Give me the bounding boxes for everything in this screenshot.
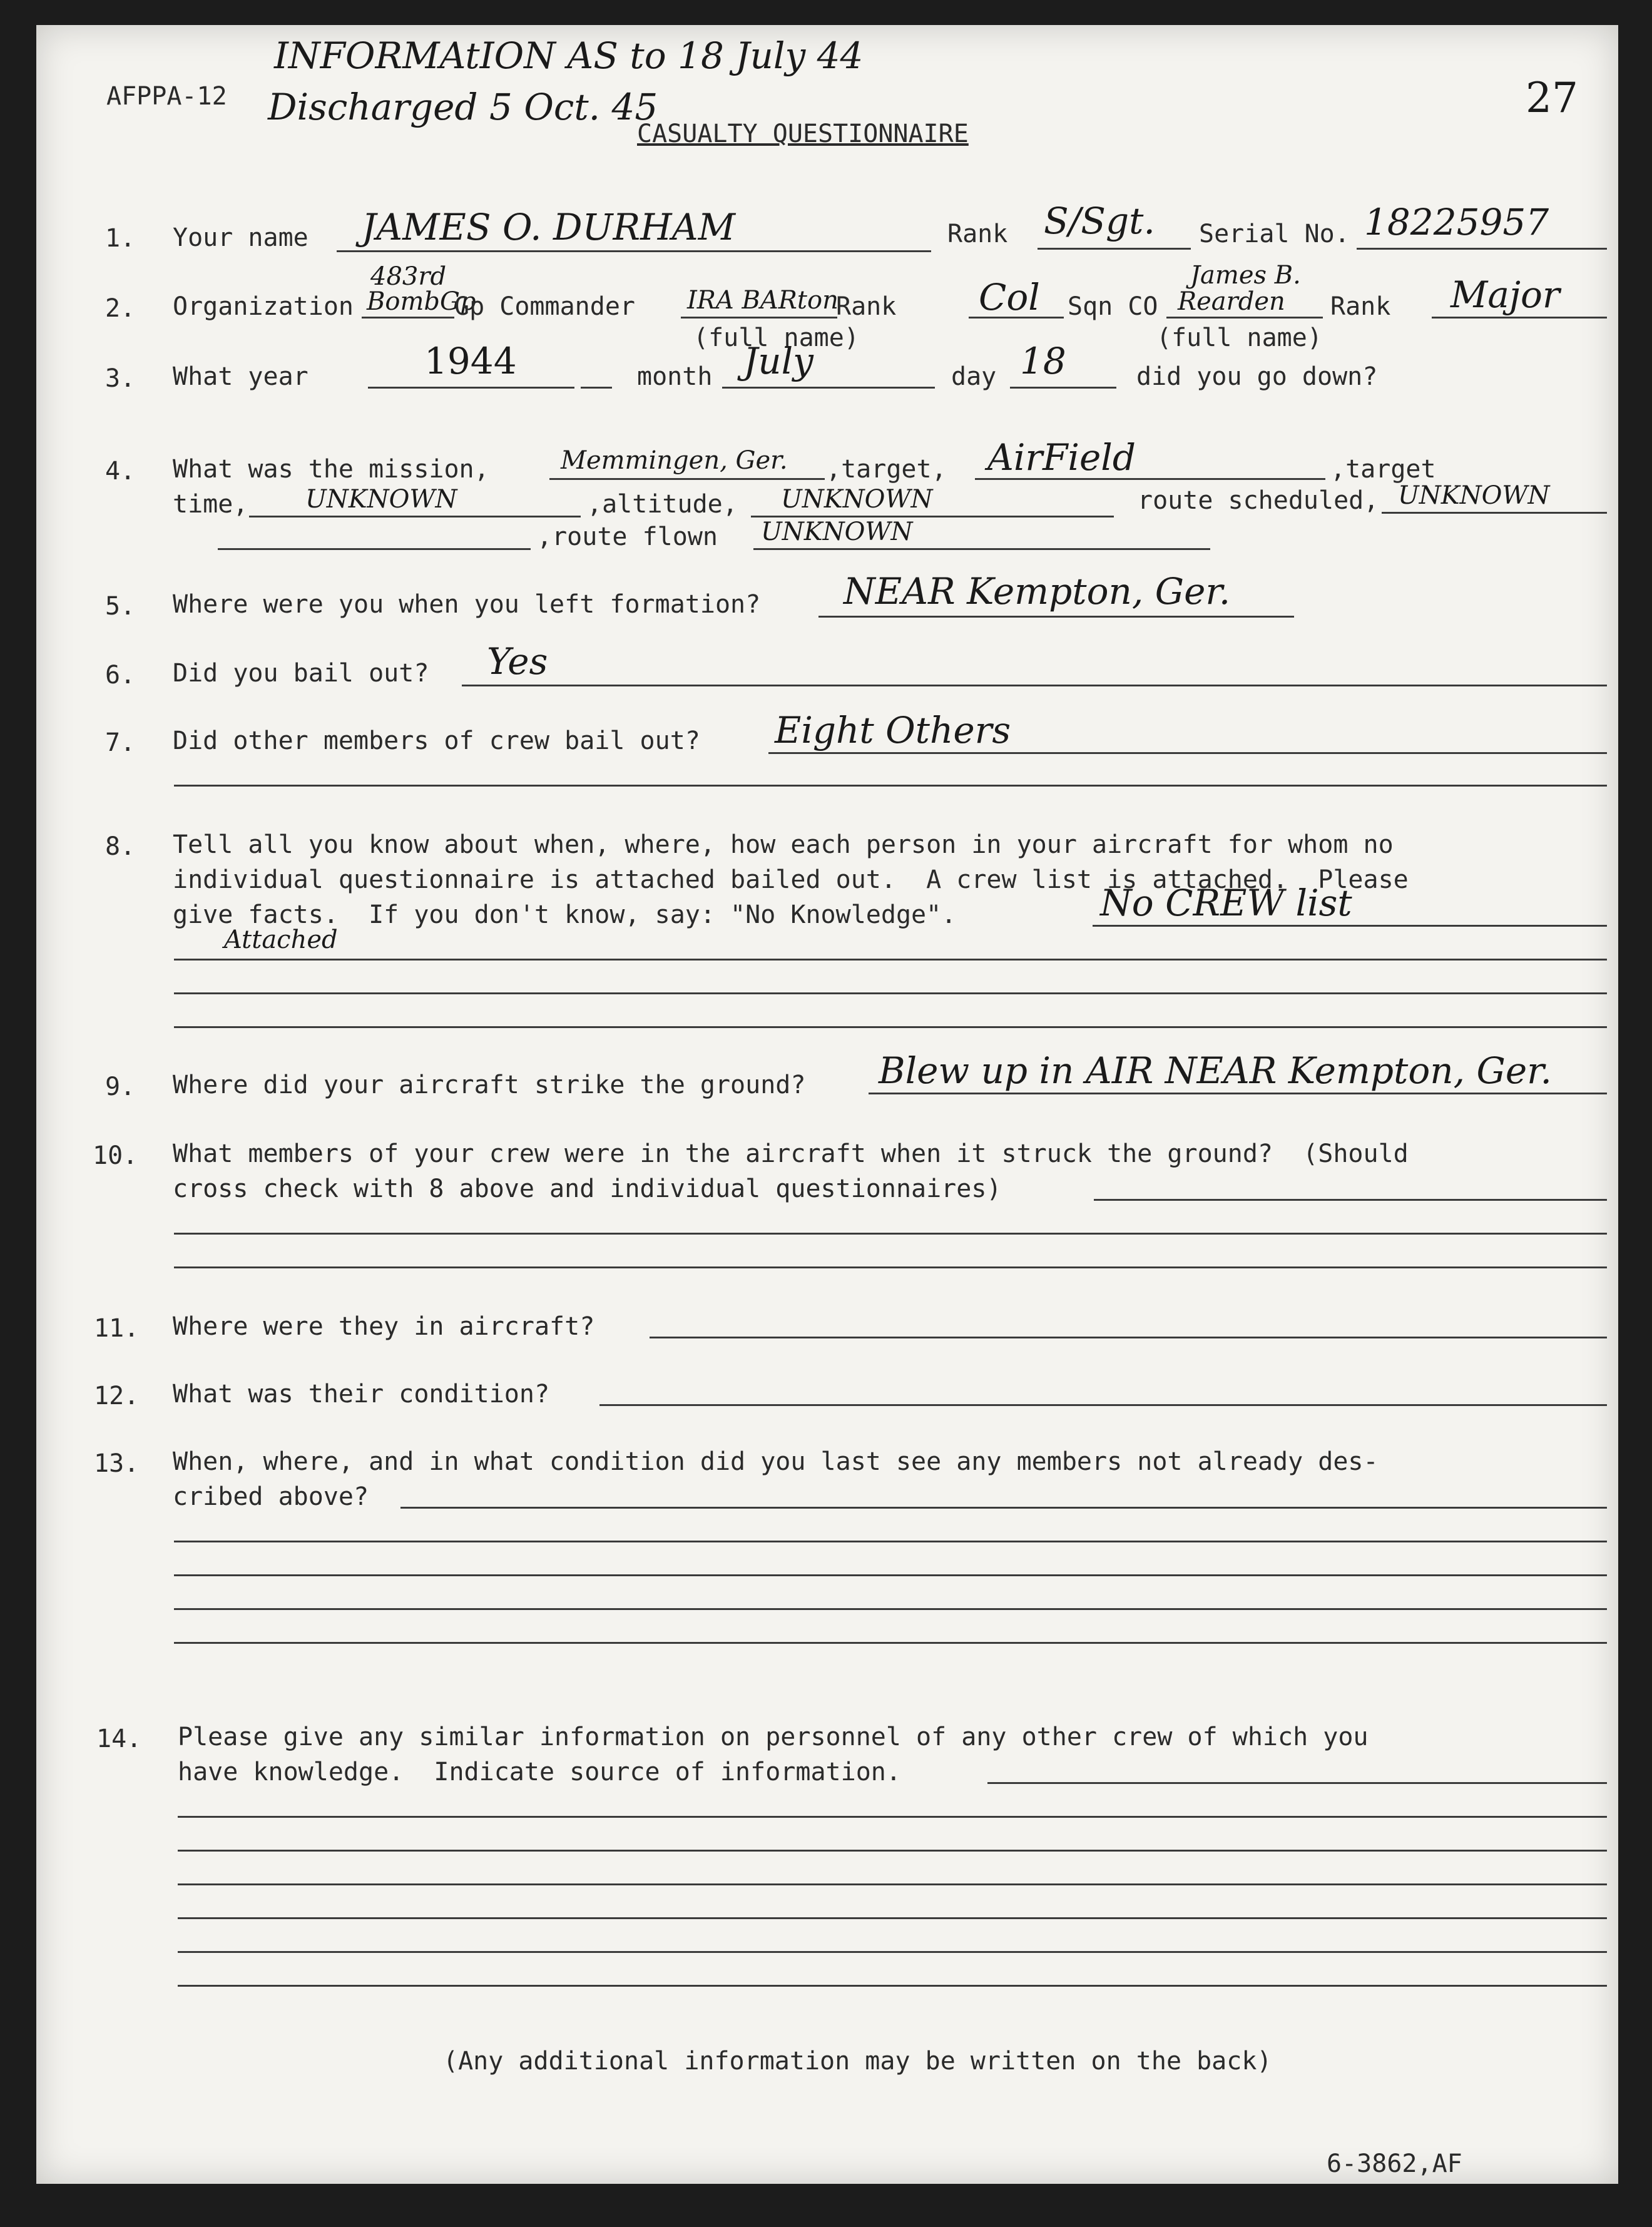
q2-commander-rank-line <box>969 317 1064 319</box>
q4-time-line <box>249 516 581 517</box>
q3-month-label: month <box>637 362 713 391</box>
q13-line-b <box>174 1541 1607 1542</box>
q4-route-scheduled-label: route scheduled, <box>1138 486 1379 515</box>
q10-line-2: cross check with 8 above and individual questionnaires) <box>173 1175 1002 1203</box>
q12-line <box>599 1404 1607 1406</box>
q13-line-d <box>174 1608 1607 1610</box>
q14-line-a <box>987 1782 1607 1784</box>
q14-line-e <box>178 1917 1607 1919</box>
q6-number: 6. <box>105 661 136 690</box>
q4-route-blank-line <box>218 548 531 550</box>
q6-line <box>462 685 1607 686</box>
q2-label: Organization <box>173 292 354 321</box>
q2-sqn-co-answer: Rearden <box>1178 287 1285 316</box>
q1-rank-label: Rank <box>947 220 1008 248</box>
q14-line-1: Please give any similar information on personnel of any other crew of which you <box>178 1723 1369 1751</box>
q13-line-a <box>400 1507 1607 1509</box>
q10-line-1: What members of your crew were in the aircraft when it struck the ground? (Should <box>173 1139 1409 1168</box>
q3-label: What year <box>173 362 308 391</box>
q2-commander-line <box>681 317 837 319</box>
q8-number: 8. <box>105 832 136 861</box>
q1-name-line <box>337 250 931 252</box>
q2-sqn-co-line <box>1166 317 1323 319</box>
q3-number: 3. <box>105 364 136 393</box>
q5-number: 5. <box>105 592 136 621</box>
q14-line-g <box>178 1985 1607 1987</box>
q8-blank-line-3 <box>174 992 1607 994</box>
q4-route-scheduled-answer: UNKNOWN <box>1398 481 1550 510</box>
q3-month-answer: July <box>743 340 813 382</box>
q2-sqn-co-top: James B. <box>1190 261 1301 290</box>
q13-line-c <box>174 1574 1607 1576</box>
q2-number: 2. <box>105 294 136 323</box>
q14-number: 14. <box>96 1725 142 1753</box>
form-title: CASUALTY QUESTIONNAIRE <box>637 120 969 148</box>
q2-full-name-hint-1: (full name) <box>693 324 859 352</box>
q13-number: 13. <box>94 1449 140 1478</box>
q6-label: Did you bail out? <box>173 659 429 688</box>
q4-route-flown-line <box>753 548 1210 550</box>
handwritten-note-discharged: Discharged 5 Oct. 45 <box>268 86 658 128</box>
q2-sqn-rank-line <box>1432 317 1607 319</box>
footer-note: (Any additional information may be written on the back) <box>443 2047 1272 2076</box>
q9-label: Where did your aircraft strike the ground? <box>173 1071 806 1099</box>
q9-line <box>869 1093 1607 1094</box>
q1-name-answer: JAMES O. DURHAM <box>362 206 735 248</box>
q3-year-line <box>368 387 574 389</box>
q14-line-2: have knowledge. Indicate source of information. <box>178 1758 901 1786</box>
q2-commander-answer: IRA BARton <box>687 286 839 315</box>
q13-line-1: When, where, and in what condition did you last see any members not already des- <box>173 1447 1379 1476</box>
q4-altitude-label: ,altitude, <box>587 490 738 519</box>
q10-line-c <box>174 1266 1607 1268</box>
q8-line-1: Tell all you know about when, where, how each person in your aircraft for whom no <box>173 830 1394 859</box>
q1-serial-line <box>1357 248 1607 250</box>
q3-month-line <box>722 387 935 389</box>
q4-target-line <box>975 478 1325 480</box>
q14-line-d <box>178 1883 1607 1885</box>
q2-gp-commander-label: Gp Commander <box>454 292 635 321</box>
q1-rank-answer: S/Sgt. <box>1044 200 1155 242</box>
q4-time-label: time, <box>173 490 248 519</box>
q4-altitude-answer: UNKNOWN <box>781 485 933 514</box>
q4-route-flown-label: ,route flown <box>537 522 718 551</box>
q7-number: 7. <box>105 728 136 757</box>
q8-answer-1: No CREW list <box>1100 882 1352 924</box>
q3-day-answer: 18 <box>1020 340 1066 382</box>
q5-label: Where were you when you left formation? <box>173 590 761 619</box>
q14-line-c <box>178 1850 1607 1852</box>
form-code: 6-3862,AF <box>1327 2149 1462 2178</box>
q2-rank-label: Rank <box>836 292 897 321</box>
q14-line-b <box>178 1816 1607 1818</box>
q1-label: Your name <box>173 223 308 252</box>
q3-day-line <box>1010 387 1116 389</box>
q2-org-line <box>362 317 454 319</box>
q9-number: 9. <box>105 1073 136 1101</box>
q5-line <box>818 616 1294 618</box>
q2-sqn-rank-answer: Major <box>1451 273 1560 316</box>
q2-sqn-co-label: Sqn CO <box>1068 292 1158 321</box>
q1-serial-label: Serial No. <box>1199 220 1350 248</box>
handwritten-note-info: INFORMAtION AS to 18 July 44 <box>274 34 864 77</box>
q8-answer-2: Attached <box>224 925 338 954</box>
page-number: 27 <box>1526 74 1578 122</box>
q4-target-tail: ,target <box>1330 455 1436 484</box>
q2-rank-label-2: Rank <box>1330 292 1391 321</box>
q8-answer-line-2 <box>174 959 1607 961</box>
q2-org-top: 483rd <box>370 262 447 291</box>
q10-number: 10. <box>93 1141 138 1170</box>
q10-line-b <box>174 1233 1607 1235</box>
q2-commander-rank-answer: Col <box>979 276 1040 319</box>
q8-line-2: individual questionnaire is attached bailed out. A crew list is attached. Please <box>173 865 1409 894</box>
q3-year-tail-line <box>581 387 612 389</box>
q8-answer-line-1 <box>1093 925 1607 927</box>
q14-line-f <box>178 1951 1607 1953</box>
q4-target-label: ,target, <box>826 455 947 484</box>
q12-number: 12. <box>94 1382 140 1410</box>
q7-answer: Eight Others <box>775 709 1011 752</box>
q7-extra-line <box>174 785 1607 787</box>
q11-number: 11. <box>94 1314 140 1343</box>
q4-route-flown-answer: UNKNOWN <box>761 517 913 546</box>
q9-answer: Blew up in AIR NEAR Kempton, Ger. <box>879 1049 1552 1092</box>
q12-label: What was their condition? <box>173 1380 550 1409</box>
q11-line <box>650 1337 1607 1338</box>
q13-line-e <box>174 1642 1607 1644</box>
q8-line-3: give facts. If you don't know, say: "No Knowledge". <box>173 900 957 929</box>
q3-day-label: day <box>951 362 997 391</box>
q3-tail: did you go down? <box>1136 362 1378 391</box>
q10-line-a <box>1094 1199 1607 1201</box>
form-id: AFPPA-12 <box>106 82 227 111</box>
q4-label: What was the mission, <box>173 455 489 484</box>
q4-time-answer: UNKNOWN <box>305 485 457 514</box>
q7-line <box>768 752 1607 754</box>
q4-mission-answer: Memmingen, Ger. <box>561 446 788 475</box>
q11-label: Where were they in aircraft? <box>173 1312 595 1341</box>
q7-label: Did other members of crew bail out? <box>173 726 700 755</box>
q5-answer: NEAR Kempton, Ger. <box>844 570 1231 613</box>
questionnaire-page <box>36 25 1618 2184</box>
q3-year-answer: 1944 <box>424 340 517 382</box>
q4-target-answer: AirField <box>987 436 1136 479</box>
q4-route-scheduled-line <box>1382 512 1607 514</box>
q4-mission-line <box>549 478 825 480</box>
q8-blank-line-4 <box>174 1026 1607 1028</box>
q4-number: 4. <box>105 457 136 486</box>
q6-answer: Yes <box>487 640 548 683</box>
q1-number: 1. <box>105 224 136 253</box>
q2-org-answer: BombGp <box>367 287 476 316</box>
q2-full-name-hint-2: (full name) <box>1156 324 1322 352</box>
q1-serial-answer: 18225957 <box>1364 201 1549 243</box>
q13-line-2: cribed above? <box>173 1482 369 1511</box>
q1-rank-line <box>1038 248 1191 250</box>
